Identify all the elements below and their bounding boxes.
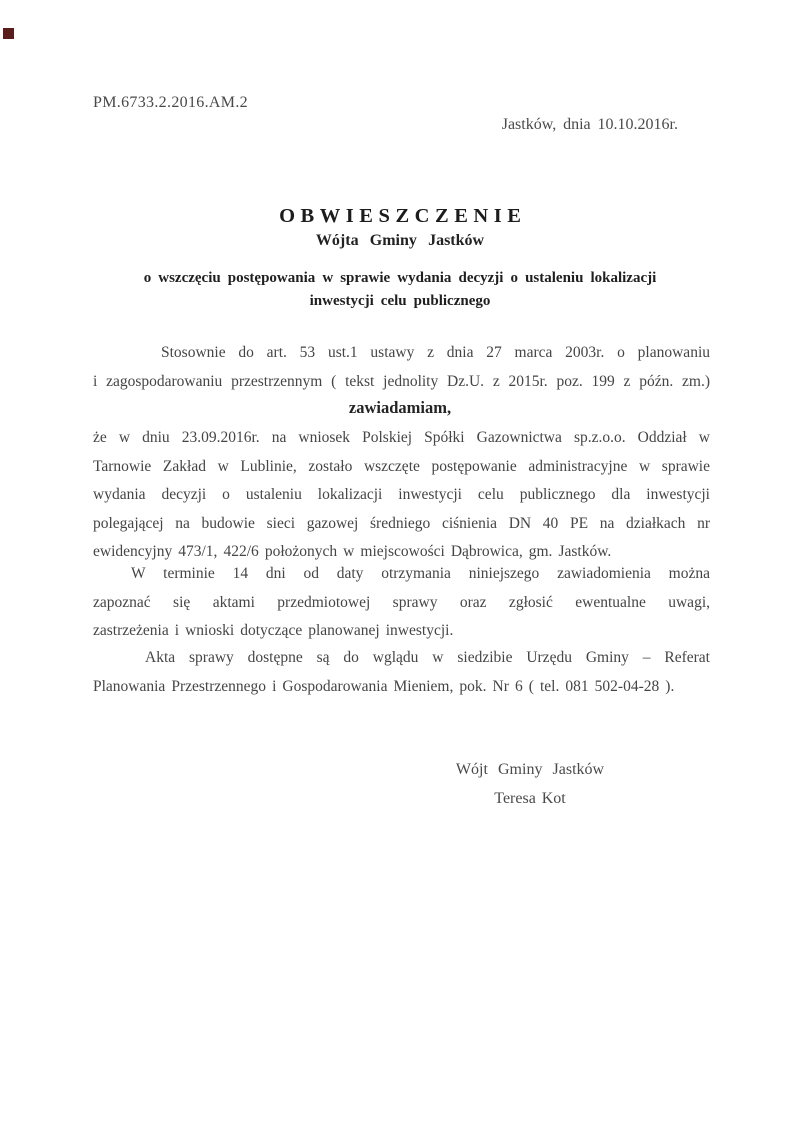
corner-mark [3,28,14,39]
paragraph-legal-basis [93,338,710,396]
reference-number: PM.6733.2.2016.AM.2 [93,94,248,111]
text-line: że w dniu 23.09.2016r. na wniosek Polskiej Spółki Gazownictwa sp.z.o.o. Oddział w [93,429,710,446]
notify-word: zawiadamiam, [348,398,452,417]
text-line: wydania decyzji o ustaleniu lokalizacji inwestycji celu publicznego dla inwestycji [93,486,710,503]
subject-heading [0,267,800,312]
document-title: OBWIESZCZENIE [279,205,527,227]
text-line: i zagospodarowaniu przestrzennym ( tekst jednolity Dz.U. z 2015r. poz. 199 z późn. zm.) [93,373,710,390]
text-line: Planowania Przestrzennego i Gospodarowania Mieniem, pok. Nr 6 ( tel. 081 502-04-28 ). [93,677,675,695]
text-line: ewidencyjny 473/1, 422/6 położonych w miejscowości Dąbrowica, gm. Jastków. [93,543,612,560]
text-line: Akta sprawy dostępne są do wglądu w siedzibie Urzędu Gminy – Referat [145,649,710,666]
text-line: polegającej na budowie sieci gazowej średniego ciśnienia DN 40 PE na działkach nr [93,514,710,532]
signature-role: Wójt Gminy Jastków [455,761,605,778]
text-line: Stosownie do art. 53 ust.1 ustawy z dnia 27 marca 2003r. o planowaniu [161,344,710,361]
paragraph-files-location [93,644,710,701]
signature-name: Teresa Kot [494,789,566,807]
text-line: zapoznać się aktami przedmiotowej sprawy oraz zgłosić ewentualne uwagi, [93,593,710,611]
text-line: W terminie 14 dni od daty otrzymania niniejszego zawiadomienia można [131,565,710,582]
issuer-line: Wójta Gminy Jastków [315,232,485,249]
subject-line-2: inwestycji celu publicznego [309,292,491,309]
signature-block [390,756,670,813]
paragraph-deadline-info [93,560,710,646]
subject-line-1: o wszczęciu postępowania w sprawie wydania decyzji o ustaleniu lokalizacji [143,270,657,286]
date-line: Jastków, dnia 10.10.2016r. [501,116,678,133]
text-line: zastrzeżenia i wnioski dotyczące planowanej inwestycji. [93,622,454,639]
text-line: Tarnowie Zakład w Lublinie, zostało wszczęte postępowanie administracyjne w sprawie [93,457,710,475]
paragraph-notification-body [93,424,710,567]
